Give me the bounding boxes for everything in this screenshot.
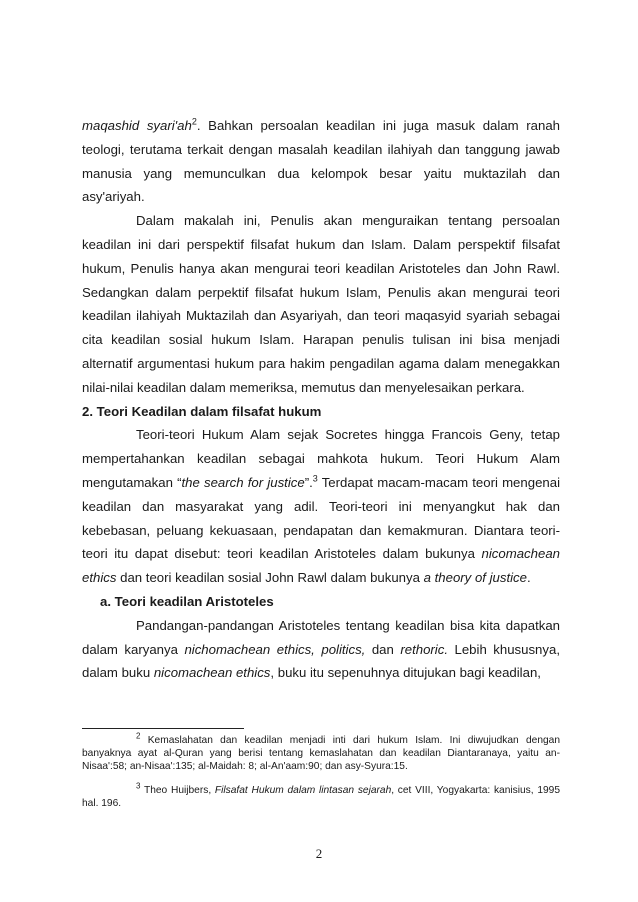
paragraph-1: maqashid $syari'ah^2$. Bahkan persoalan keadilan ini juga masuk dalam ranah teologi, terutama terkait dengan masalah keadilan ilahiyah dan tanggung jawab manusia yang memunculkan dua kelompok besar yaitu muktazilah dan asy'ariyah. xyxy=(82,116,561,205)
paragraph-2: Dalam makalah ini, Penulis akan menguraikan tentang persoalan keadilan ini dari perspektif filsafat hukum dan Islam. Dalam perspektif filsafat hukum, Penulis hanya akan mengurai teori keadilan Aristoteles dan John Rawl. Sedangkan dalam perpektif filsafat hukum Islam, Penulis akan mengurai teori keadilan ilahiyah Muktazilah dan Asyariyah, dan teori maqasyid syariah sebagai cita keadilan sosial hukum Islam. Harapan penulis tulisan ini bisa menjadi alternatif argumentasi hukum para hakim pengadilan agama dalam menegakkan nilai-nilai keadilan dalam memeriksa, memutus dan menyelesaikan perkara. xyxy=(82,213,560,395)
subsection-heading-a: a. Teori keadilan Aristoteles xyxy=(100,593,274,609)
page-number: 2 xyxy=(315,846,323,861)
paragraph-4: Pandangan-pandangan Aristoteles tentang keadilan bisa kita dapatkan dalam karyanya nichomachean ethics, politics, dan rethoric. Lebih khususnya, dalam buku nicomachean ethics, buku itu sepenuhnya ditujukan bagi keadilan, xyxy=(82,617,560,681)
footnote-3: $^3$ Theo Huijbers, Filsafat Hukum dalam lintasan sejarah, cet VIII, Yogyakarta: kanisius, 1995 hal. 196. xyxy=(82,781,560,809)
footnote-ref-3[interactable]: 3 xyxy=(312,473,318,484)
section-heading-2: 2. Teori Keadilan dalam filsafat hukum xyxy=(82,403,322,419)
footnote-2: $^2$ Kemaslahatan dan keadilan menjadi inti dari hukum Islam. Ini diwujudkan dengan banyaknya ayat al-Quran yang berisi tentang kemaslahatan dan keadilan Diantaranaya, yaitu an-Nisaa':58; an-Nisaa':135; al-Maidah: 8; al-An'aam:90; dan asy-Syura:15. xyxy=(82,731,560,772)
footnote-ref-2[interactable]: 2 xyxy=(191,116,197,127)
paragraph-3: Teori-teori Hukum Alam sejak Socretes hingga Francois Geny, tetap mempertahankan keadilan sebagai mahkota hukum. Teori Hukum Alam mengutamakan “the search for justice”.$^3$ Terdapat macam-macam teori mengenai keadilan dan masyarakat yang adil. Teori-teori ini menyangkut hak dan kebebasan, peluang kekuasaan, pendapatan dan kemakmuran. Diantara teori-teori itu dapat disebut: teori keadilan Aristoteles dalam bukunya nicomachean ethics dan teori keadilan sosial John Rawl dalam bukunya a theory of justice. xyxy=(82,427,560,586)
footnotes xyxy=(82,731,560,821)
body-text xyxy=(82,114,560,685)
footnote-separator xyxy=(82,728,244,729)
